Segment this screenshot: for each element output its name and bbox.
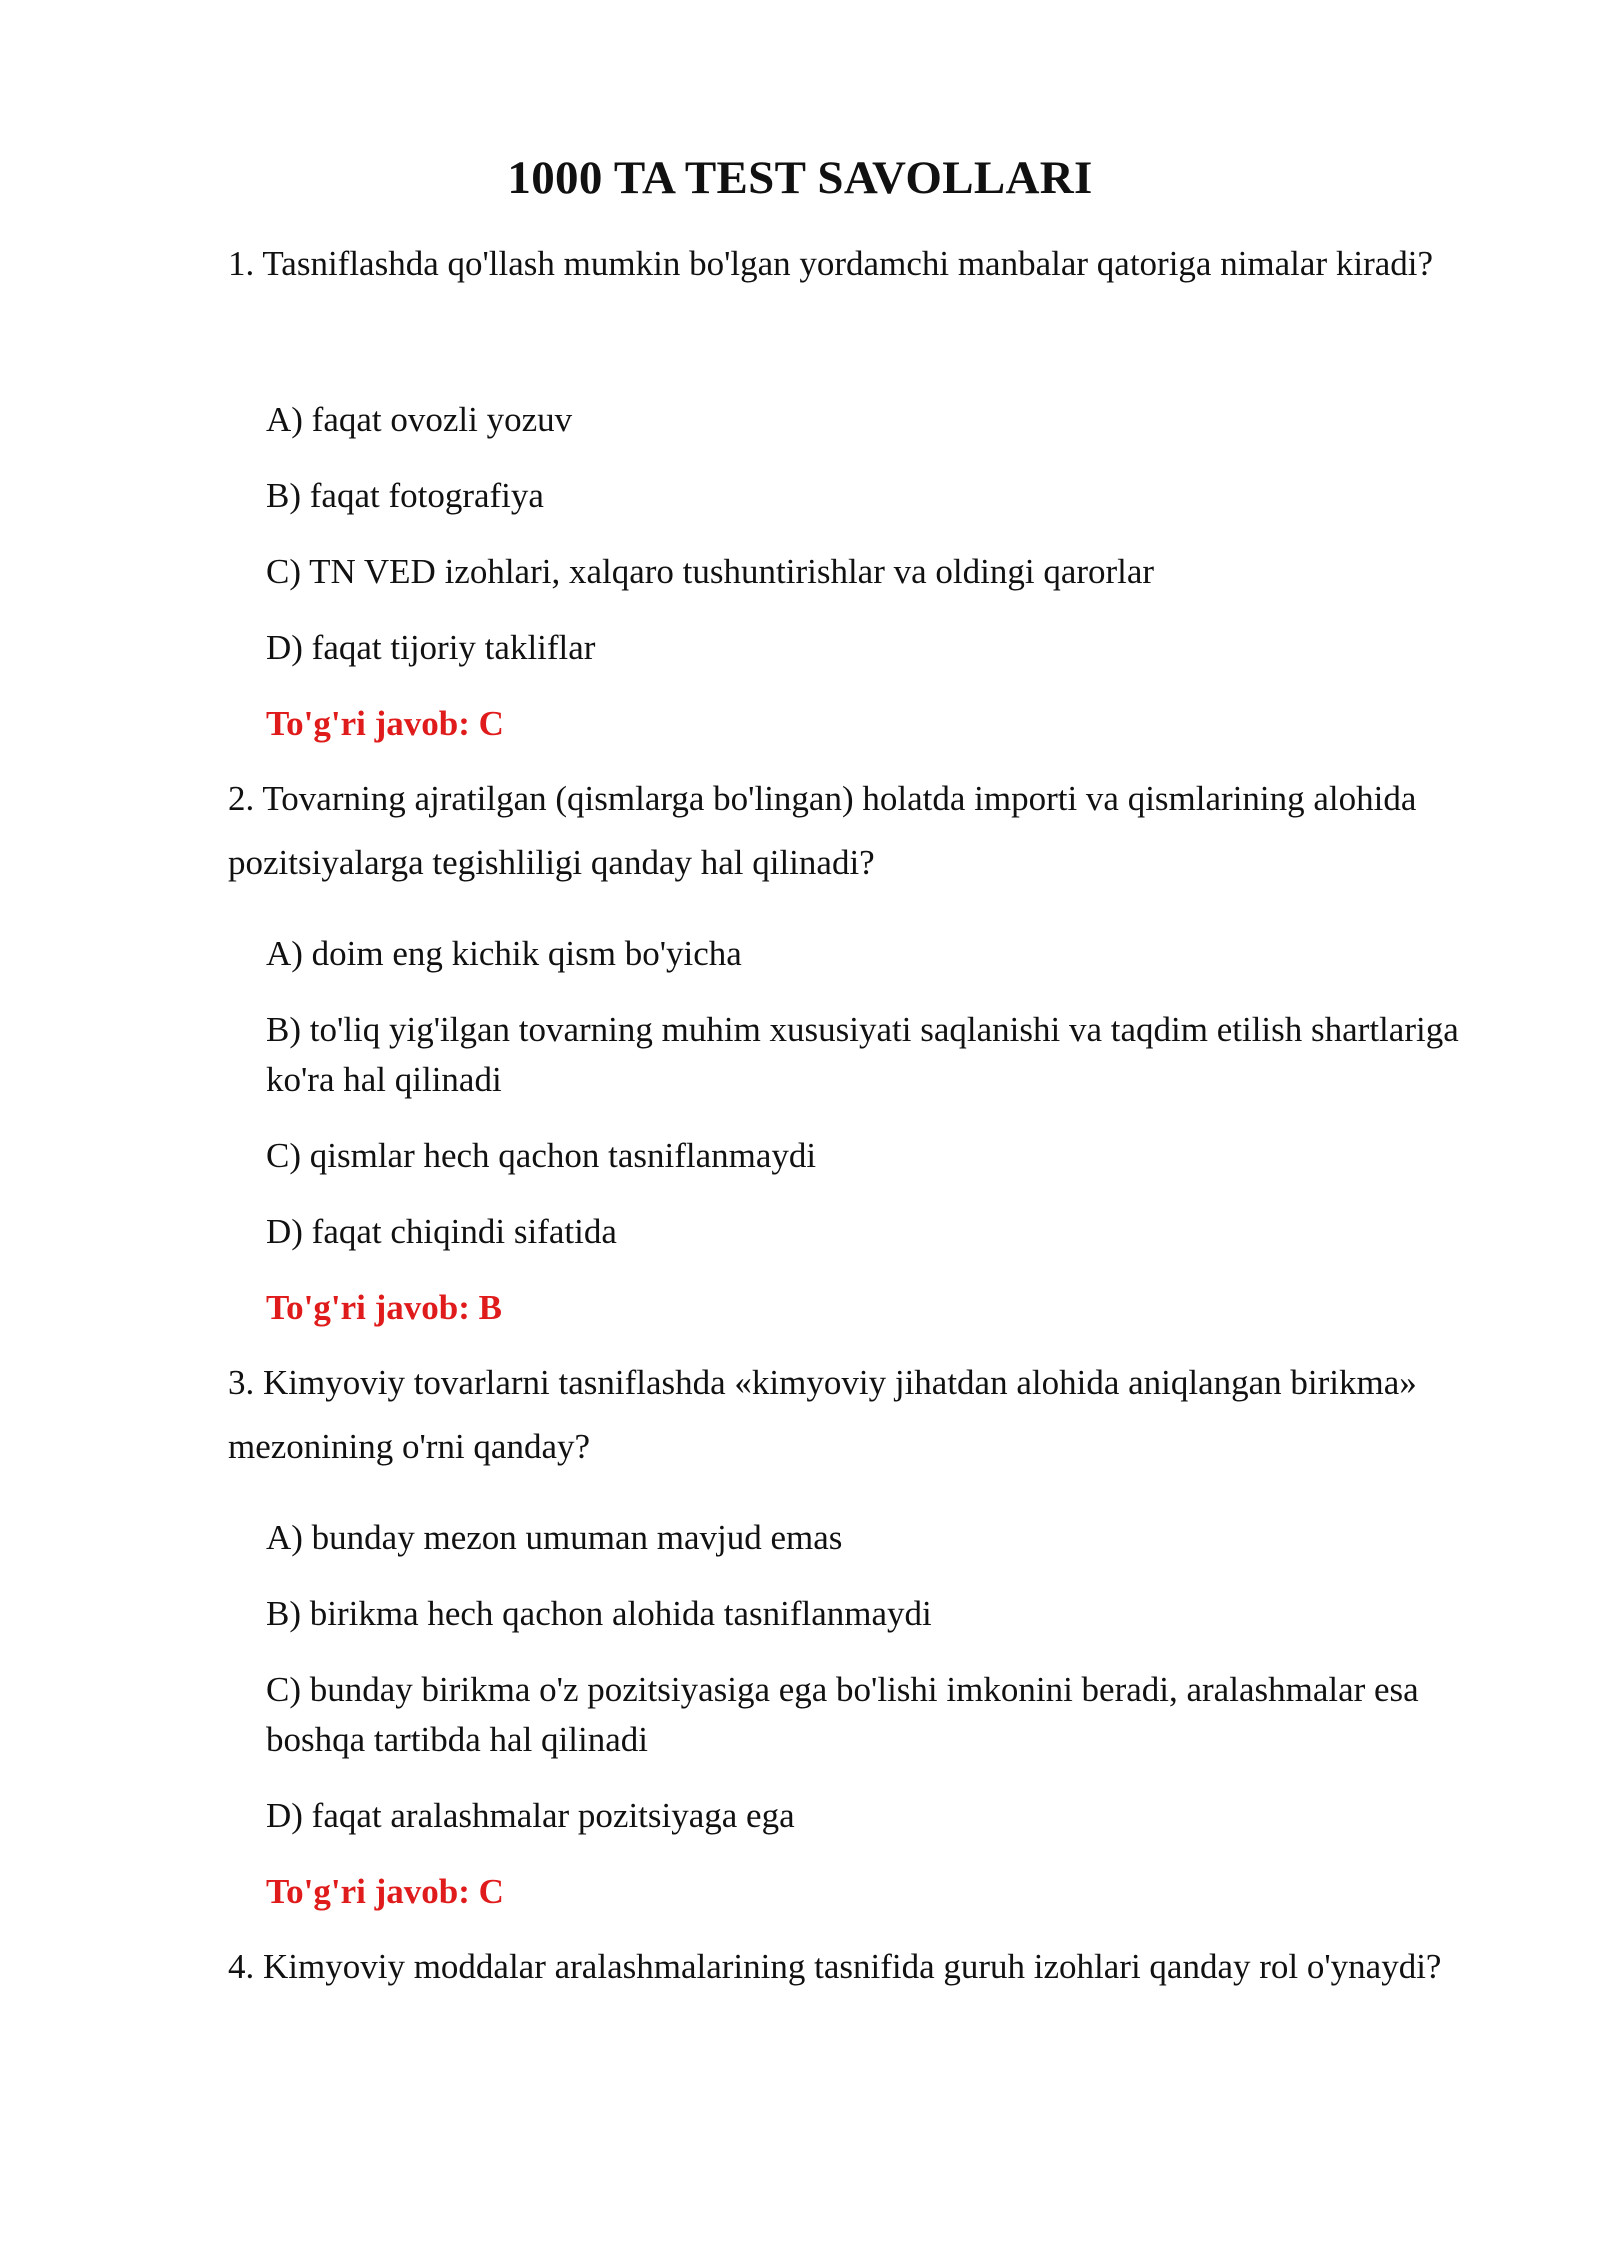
question-3-answer: To'g'ri javob: C <box>266 1872 504 1911</box>
question-1-option-b: B) faqat fotografiya <box>266 476 544 515</box>
question-3-option-d: D) faqat aralashmalar pozitsiyaga ega <box>266 1796 795 1835</box>
question-1-answer: To'g'ri javob: C <box>266 704 504 743</box>
question-1-option-d: D) faqat tijoriy takliflar <box>266 628 596 667</box>
question-2-option-b: B) to'liq yig'ilgan tovarning muhim xususiyati saqlanishi va taqdim etilish shartlariga ko'ra hal qilinadi <box>266 1010 1459 1099</box>
question-2-answer: To'g'ri javob: B <box>266 1288 502 1327</box>
question-4-text: 4. Kimyoviy moddalar aralashmalarining tasnifida guruh izohlari qanday rol o'ynaydi? <box>228 1947 1442 1986</box>
question-3-option-b: B) birikma hech qachon alohida tasniflanmaydi <box>266 1594 932 1633</box>
question-3-option-c: C) bunday birikma o'z pozitsiyasiga ega bo'lishi imkonini beradi, aralashmalar esa boshqa tartibda hal qilinadi <box>266 1670 1419 1759</box>
question-2-text: 2. Tovarning ajratilgan (qismlarga bo'lingan) holatda importi va qismlarining alohida pozitsiyalarga tegishliligi qanday hal qilinadi? <box>228 779 1417 882</box>
question-1-option-c: C) TN VED izohlari, xalqaro tushuntirishlar va oldingi qarorlar <box>266 552 1155 591</box>
question-2-option-d: D) faqat chiqindi sifatida <box>266 1212 617 1251</box>
question-2-option-a: A) doim eng kichik qism bo'yicha <box>266 934 742 973</box>
question-1-option-a: A) faqat ovozli yozuv <box>266 400 573 439</box>
question-3-text: 3. Kimyoviy tovarlarni tasniflashda «kimyoviy jihatdan alohida aniqlangan birikma» mezonining o'rni qanday? <box>228 1363 1417 1466</box>
question-3-option-a: A) bunday mezon umuman mavjud emas <box>266 1518 843 1557</box>
question-1-text: 1. Tasniflashda qo'llash mumkin bo'lgan yordamchi manbalar qatoriga nimalar kiradi? <box>228 244 1434 283</box>
question-2-option-c: C) qismlar hech qachon tasniflanmaydi <box>266 1136 817 1175</box>
document-title: 1000 TA TEST SAVOLLARI <box>507 152 1093 204</box>
